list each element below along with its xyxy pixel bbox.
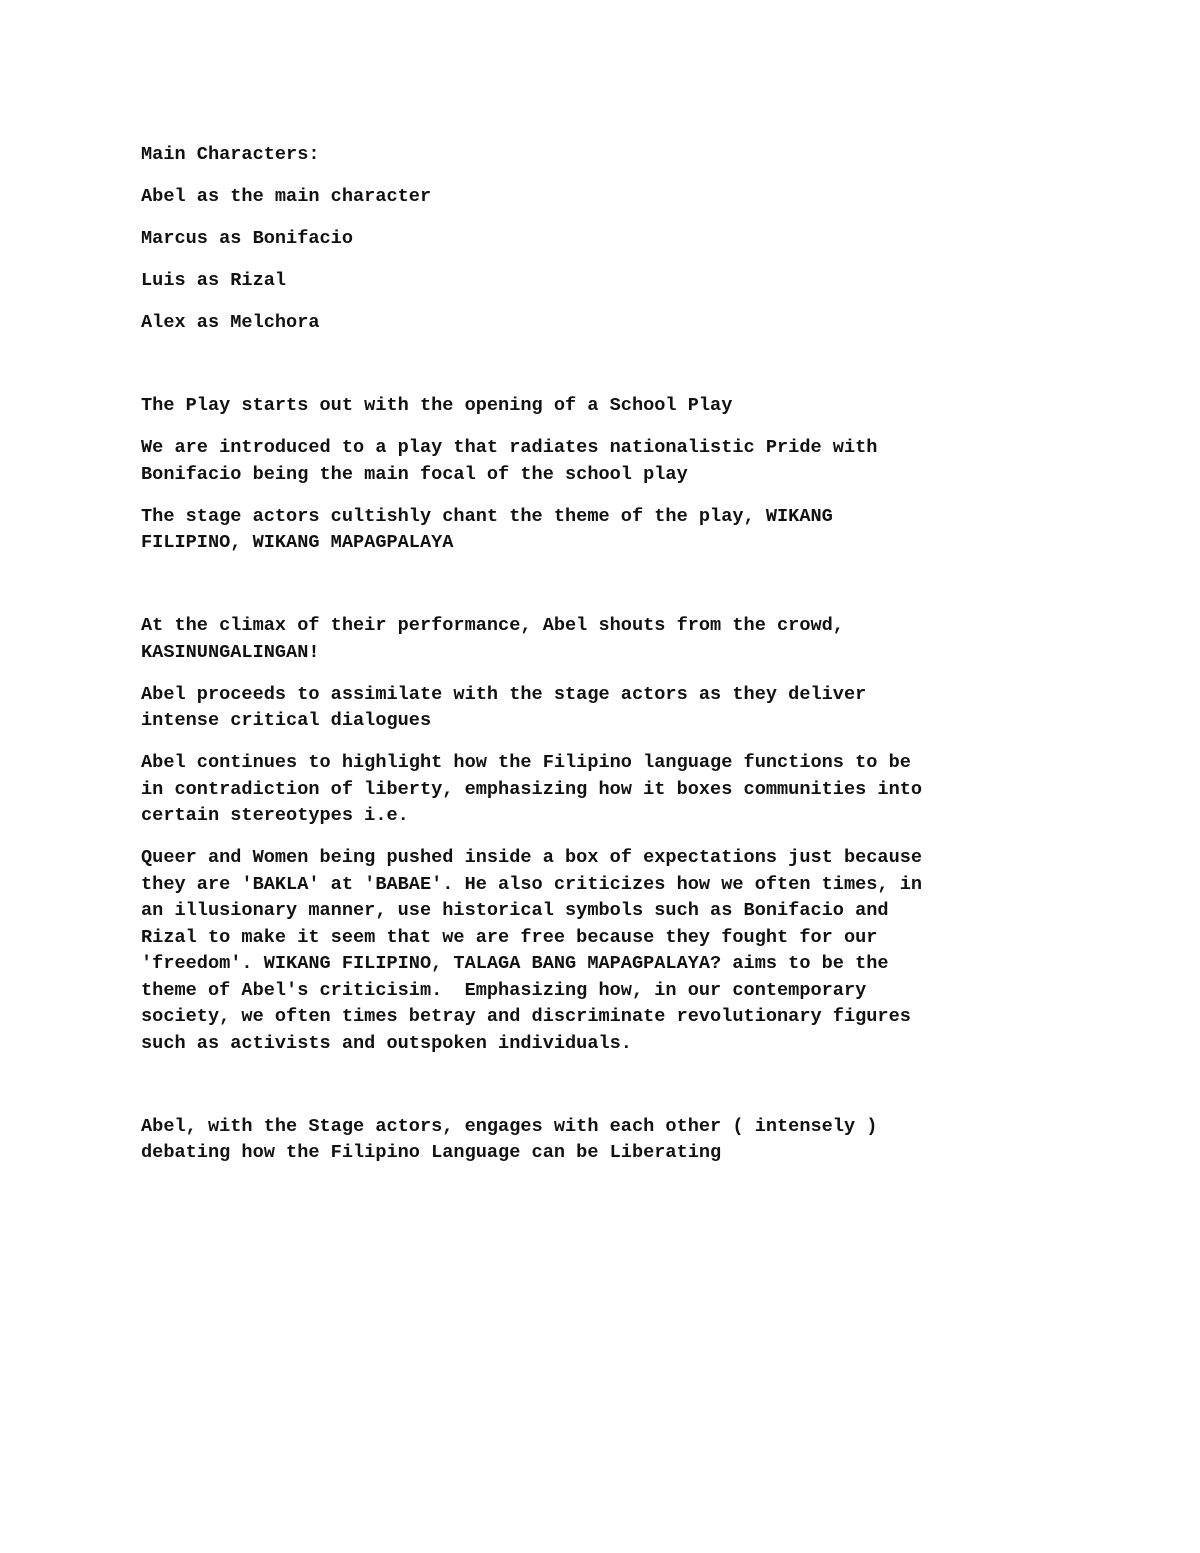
paragraph: At the climax of their performance, Abel shouts from the crowd, KASINUNGALINGAN! xyxy=(141,615,844,663)
paragraph: Queer and Women being pushed inside a box of expectations just because they are 'BAKLA' at 'BABAE'. He also criticizes how we often times, in an illusionary manner, use historical symbols such as Bonifacio and Rizal to make it seem that we are free because they fought for our 'freedom'. WIKANG FILIPINO, TALAGA BANG MAPAGPALAYA? aims to be the theme of Abel's criticisim. Emphasizing how, in our contemporary society, we often times betray and discriminate revolutionary figures such as activists and outspoken individuals. xyxy=(141,847,923,1054)
paragraph-gap xyxy=(141,572,1061,613)
paragraph: Abel proceeds to assimilate with the stage actors as they deliver intense critical dialogues xyxy=(141,683,867,731)
paragraph: The stage actors cultishly chant the theme of the play, WIKANG FILIPINO, WIKANG MAPAGPALAYA xyxy=(141,505,833,553)
character-line: Alex as Melchora xyxy=(141,312,320,333)
paragraph-gap xyxy=(141,1073,1061,1114)
paragraph: Abel, with the Stage actors, engages with each other ( intensely ) debating how the Filipino Language can be Liberating xyxy=(141,1115,878,1163)
paragraph: The Play starts out with the opening of a School Play xyxy=(141,395,733,416)
characters-heading: Main Characters: xyxy=(141,144,320,165)
paragraph: Abel continues to highlight how the Filipino language functions to be in contradiction of liberty, emphasizing how it boxes communities into certain stereotypes i.e. xyxy=(141,752,923,826)
character-line: Luis as Rizal xyxy=(141,270,287,291)
document-body xyxy=(141,142,1061,1182)
paragraph-gap xyxy=(141,352,1061,393)
character-line: Abel as the main character xyxy=(141,186,432,207)
paragraph: We are introduced to a play that radiates nationalistic Pride with Bonifacio being the main focal of the school play xyxy=(141,437,878,485)
character-line: Marcus as Bonifacio xyxy=(141,228,354,249)
